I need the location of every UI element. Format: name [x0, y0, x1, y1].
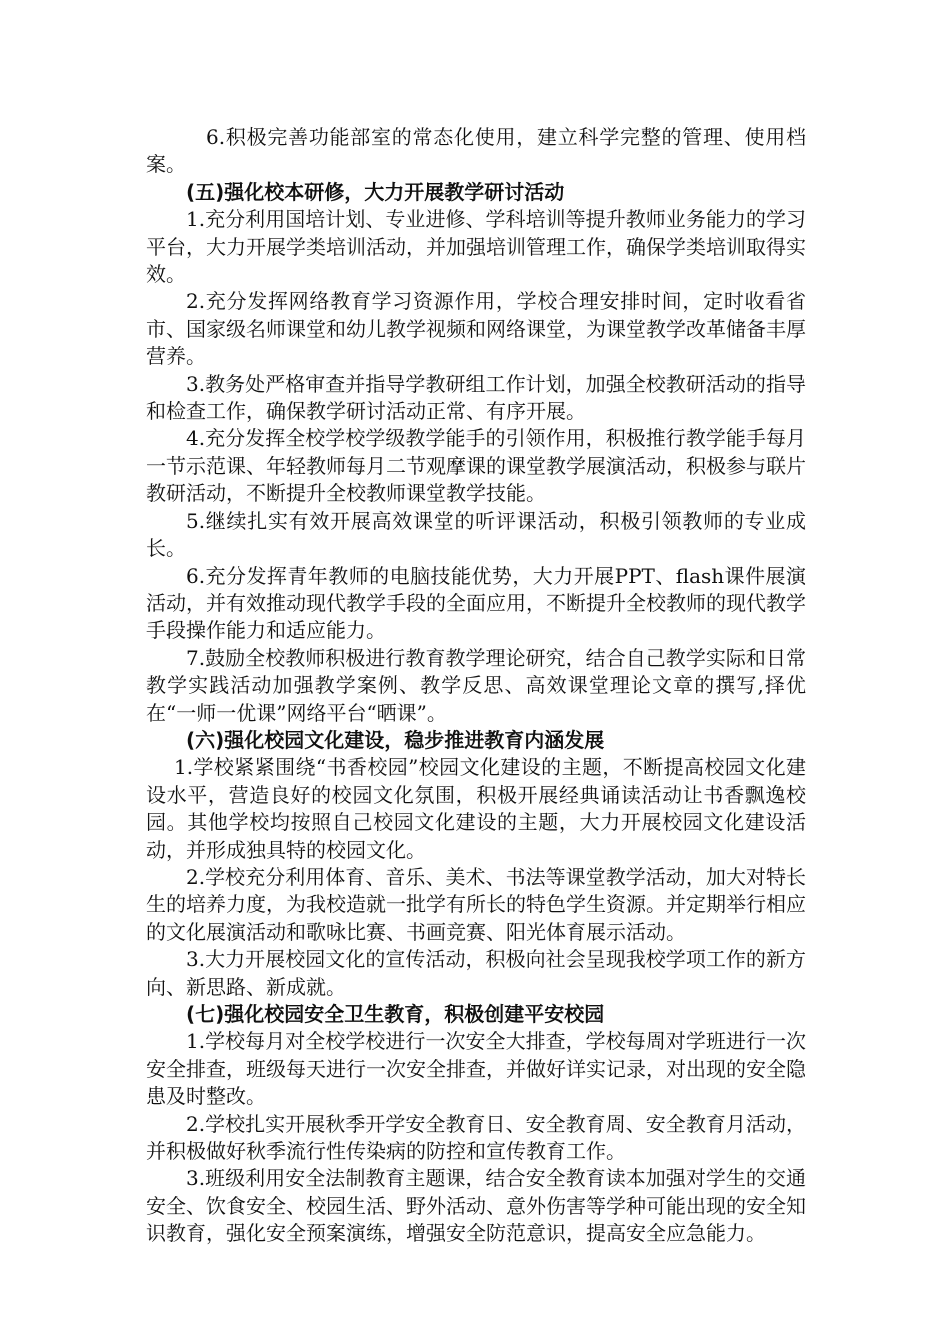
paragraph: 1.学校每月对全校学校进行一次安全大排查，学校每周对学班进行一次安全排查，班级每天进行一次安全排查，并做好详实记录，对出现的安全隐患及时整改。 [146, 1029, 806, 1109]
section-heading: (七)强化校园安全卫生教育，积极创建平安校园 [186, 1002, 605, 1026]
paragraph: 2.充分发挥网络教育学习资源作用，学校合理安排时间，定时收看省市、国家级名师课堂和幼儿教学视频和网络课堂，为课堂教学改革储备丰厚营养。 [146, 289, 806, 369]
section-heading: (五)强化校本研修，大力开展教学研讨活动 [186, 179, 565, 204]
paragraph: 6.积极完善功能部室的常态化使用，建立科学完整的管理、使用档案。 [146, 125, 806, 177]
document-body [146, 124, 806, 1248]
paragraph: 3.班级利用安全法制教育主题课，结合安全教育读本加强对学生的交通安全、饮食安全、校园生活、野外活动、意外伤害等学种可能出现的安全知识教育，强化安全预案演练，增强安全防范意识，提高安全应急能力。 [146, 1166, 806, 1246]
paragraph: 2.学校扎实开展秋季开学安全教育日、安全教育周、安全教育月活动，并积极做好秋季流行性传染病的防控和宣传教育工作。 [146, 1111, 806, 1164]
paragraph: 1.充分利用国培计划、专业进修、学科培训等提升教师业务能力的学习平台，大力开展学类培训活动，并加强培训管理工作，确保学类培训取得实效。 [146, 207, 806, 287]
paragraph: 2.学校充分利用体育、音乐、美术、书法等课堂教学活动，加大对特长生的培养力度，为我校造就一批学有所长的特色学生资源。并定期举行相应的文化展演活动和歌咏比赛、书画竞赛、阳光体育展示活动。 [146, 864, 806, 944]
paragraph: 3.大力开展校园文化的宣传活动，积极向社会呈现我校学项工作的新方向、新思路、新成就。 [146, 947, 806, 999]
paragraph: 1.学校紧紧围绕“书香校园”校园文化建设的主题，不断提高校园文化建设水平，营造良好的校园文化氛围，积极开展经典诵读活动让书香飘逸校园。其他学校均按照自己校园文化建设的主题，大力开展校园文化建设活动，并形成独具特的校园文化。 [146, 755, 806, 862]
paragraph: 7.鼓励全校教师积极进行教育教学理论研究，结合自己教学实际和日常教学实践活动加强教学案例、教学反思、高效课堂理论文章的撰写,择优在“一师一优课”网络平台“晒课”。 [146, 645, 806, 725]
section-heading: (六)强化校园文化建设，稳步推进教育内涵发展 [186, 727, 605, 752]
paragraph: 3.教务处严格审查并指导学教研组工作计划，加强全校教研活动的指导和检查工作，确保教学研讨活动正常、有序开展。 [146, 371, 806, 424]
paragraph: 4.充分发挥全校学校学级教学能手的引领作用，积极推行教学能手每月一节示范课、年轻教师每月二节观摩课的课堂教学展演活动，积极参与联片教研活动，不断提升全校教师课堂教学技能。 [146, 426, 806, 506]
paragraph: 5.继续扎实有效开展高效课堂的听评课活动，积极引领教师的专业成长。 [146, 508, 806, 561]
paragraph: 6.充分发挥青年教师的电脑技能优势，大力开展PPT、flash课件展演活动，并有效推动现代教学手段的全面应用，不断提升全校教师的现代教学手段操作能力和适应能力。 [146, 563, 806, 643]
